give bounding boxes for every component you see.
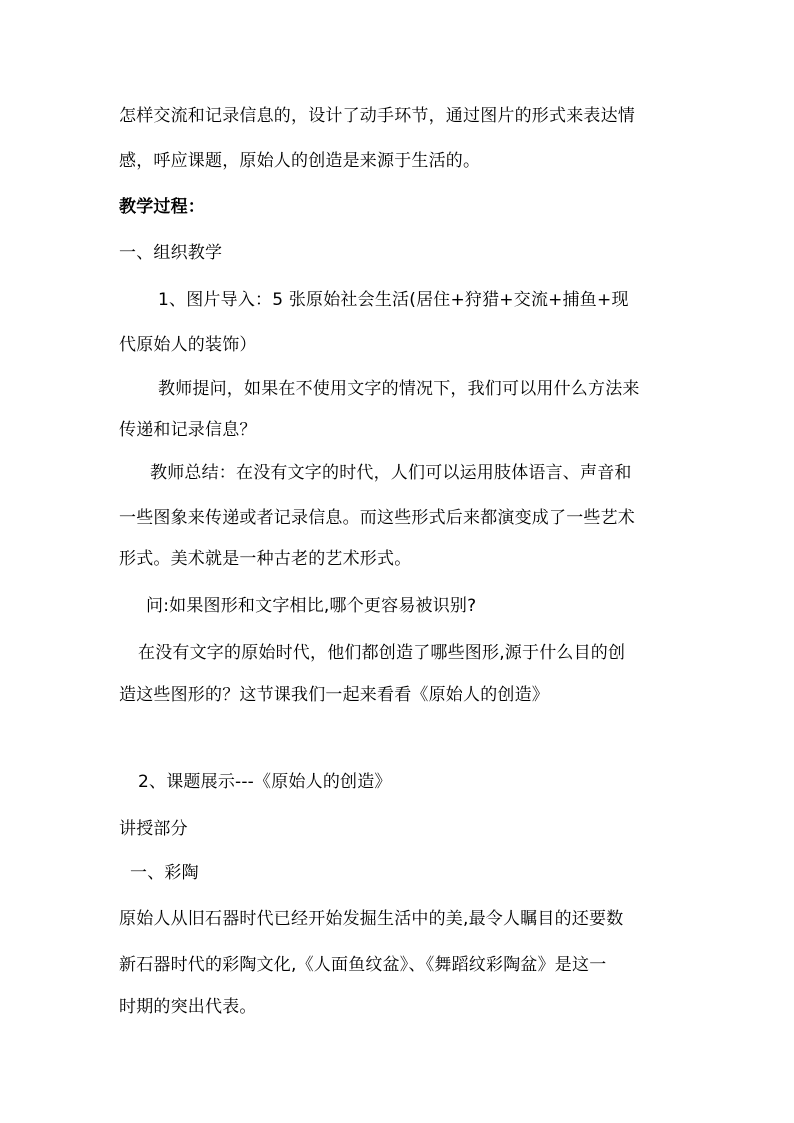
teacher-question-line-2: 传递和记录信息？ [119, 420, 257, 440]
pottery-line-2: 新石器时代的彩陶文化,《人面鱼纹盆》、《舞蹈纹彩陶盆》是这一 [119, 955, 607, 975]
item1-line-2: 代原始人的装饰） [119, 335, 257, 355]
teacher-question-line-1: 教师提问，如果在不使用文字的情况下，我们可以用什么方法来 [158, 379, 640, 399]
question-line: 问:如果图形和文字相比,哪个更容易被识别? [146, 596, 477, 616]
section1-heading: 一、组织教学 [119, 243, 223, 263]
item2-line: 2、课题展示---《原始人的创造》 [138, 772, 392, 792]
teacher-summary-line-2: 一些图象来传递或者记录信息。而这些形式后来都演变成了一些艺术 [119, 508, 635, 528]
process-heading: 教学过程： [119, 197, 205, 217]
intro-line-2: 感，呼应课题，原始人的创造是来源于生活的。 [119, 151, 481, 171]
transition-line-2: 造这些图形的？这节课我们一起来看看《原始人的创造》 [119, 685, 549, 705]
teacher-summary-line-3: 形式。美术就是一种古老的艺术形式。 [119, 549, 412, 569]
lecture-heading: 讲授部分 [119, 819, 188, 839]
intro-line-1: 怎样交流和记录信息的，设计了动手环节，通过图片的形式来表达情 [119, 106, 635, 126]
transition-line-1: 在没有文字的原始时代，他们都创造了哪些图形,源于什么目的创 [138, 643, 626, 663]
pottery-line-1: 原始人从旧石器时代已经开始发掘生活中的美,最令人瞩目的还要数 [119, 909, 624, 929]
subsection1-heading: 一、彩陶 [130, 863, 199, 883]
teacher-summary-line-1: 教师总结：在没有文字的时代，人们可以运用肢体语言、声音和 [150, 463, 632, 483]
item1-line-1: 1、图片导入：5 张原始社会生活(居住+狩猎+交流+捕鱼+现 [158, 290, 629, 310]
pottery-line-3: 时期的突出代表。 [119, 997, 257, 1017]
